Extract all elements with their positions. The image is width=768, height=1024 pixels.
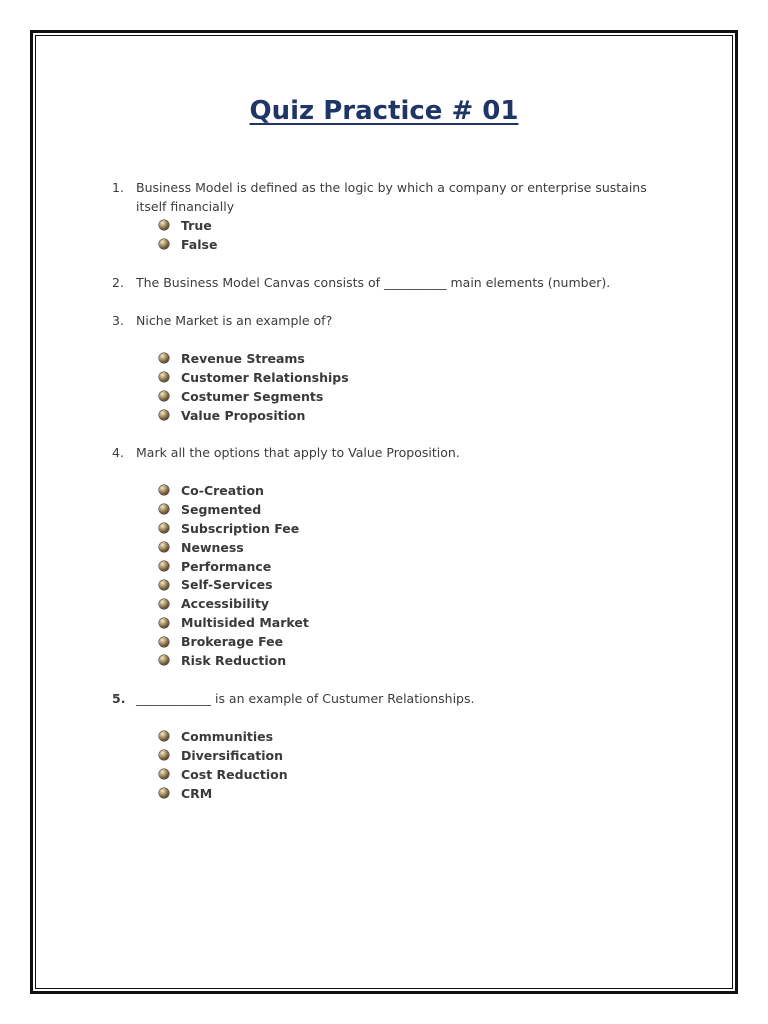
question-text: The Business Model Canvas consists of __________ main elements (number). — [136, 275, 611, 290]
option-item[interactable] — [158, 481, 309, 500]
option-label: Cost Reduction — [181, 766, 288, 782]
question-number: 4. — [112, 445, 124, 460]
question-3-options — [158, 349, 349, 425]
bullet-icon — [159, 353, 169, 363]
option-item[interactable] — [158, 349, 349, 368]
option-item[interactable] — [158, 519, 309, 538]
bullet-icon — [159, 372, 169, 382]
bullet-icon — [159, 750, 169, 760]
option-item[interactable] — [158, 784, 288, 803]
question-number: 1. — [112, 180, 124, 195]
question-number: 3. — [112, 313, 124, 328]
option-label: Diversification — [181, 747, 284, 763]
bullet-icon — [159, 542, 169, 552]
option-item[interactable] — [158, 406, 349, 425]
option-item[interactable] — [158, 765, 288, 784]
option-label: Customer Relationships — [181, 369, 349, 385]
bullet-icon — [159, 788, 169, 798]
option-label: Self-Services — [181, 577, 273, 593]
option-label: Newness — [181, 539, 244, 555]
bullet-icon — [159, 618, 169, 628]
page-title-text: Quiz Practice # 01 — [249, 96, 519, 126]
question-text: ____________ is an example of Custumer Relationships. — [136, 691, 475, 706]
option-item[interactable] — [158, 538, 309, 557]
option-item[interactable] — [158, 651, 309, 670]
question-5-options — [158, 727, 288, 803]
option-item[interactable] — [158, 235, 217, 254]
question-text: Mark all the options that apply to Value Proposition. — [136, 445, 460, 460]
option-item[interactable] — [158, 746, 288, 765]
option-label: Communities — [181, 728, 274, 744]
bullet-icon — [159, 561, 169, 571]
bullet-icon — [159, 220, 169, 230]
option-label: Multisided Market — [181, 615, 309, 631]
option-item[interactable] — [158, 216, 217, 235]
bullet-icon — [159, 599, 169, 609]
bullet-icon — [159, 655, 169, 665]
question-4 — [112, 443, 672, 462]
bullet-icon — [159, 239, 169, 249]
option-label: Value Proposition — [181, 407, 306, 423]
bullet-icon — [159, 637, 169, 647]
option-label: Costumer Segments — [181, 388, 324, 404]
option-item[interactable] — [158, 387, 349, 406]
question-number: 2. — [112, 275, 124, 290]
option-item[interactable] — [158, 632, 309, 651]
option-item[interactable] — [158, 575, 309, 594]
option-label: Performance — [181, 558, 272, 574]
option-label: True — [181, 217, 212, 233]
option-label: CRM — [181, 785, 213, 801]
bullet-icon — [159, 523, 169, 533]
option-label: Subscription Fee — [181, 520, 300, 536]
bullet-icon — [159, 580, 169, 590]
option-label: Accessibility — [181, 596, 270, 612]
option-label: Risk Reduction — [181, 652, 287, 668]
bullet-icon — [159, 731, 169, 741]
option-item[interactable] — [158, 613, 309, 632]
option-item[interactable] — [158, 500, 309, 519]
option-item[interactable] — [158, 594, 309, 613]
option-item[interactable] — [158, 557, 309, 576]
question-text: Business Model is defined as the logic by which a company or enterprise sustains itself financially — [136, 180, 647, 214]
bullet-icon — [159, 504, 169, 514]
option-label: Revenue Streams — [181, 350, 305, 366]
bullet-icon — [159, 391, 169, 401]
question-3 — [112, 311, 672, 330]
option-item[interactable] — [158, 368, 349, 387]
option-label: Brokerage Fee — [181, 634, 284, 650]
bullet-icon — [159, 410, 169, 420]
option-label: Co-Creation — [181, 482, 264, 498]
page-title — [0, 96, 768, 126]
option-label: False — [181, 236, 218, 252]
option-label: Segmented — [181, 501, 262, 517]
question-4-options — [158, 481, 309, 670]
question-text: Niche Market is an example of? — [136, 313, 333, 328]
bullet-icon — [159, 485, 169, 495]
question-2 — [112, 273, 672, 292]
question-number: 5. — [112, 691, 126, 706]
option-item[interactable] — [158, 727, 288, 746]
bullet-icon — [159, 769, 169, 779]
question-5 — [112, 689, 672, 708]
question-1 — [112, 178, 672, 216]
question-1-options — [158, 216, 217, 254]
